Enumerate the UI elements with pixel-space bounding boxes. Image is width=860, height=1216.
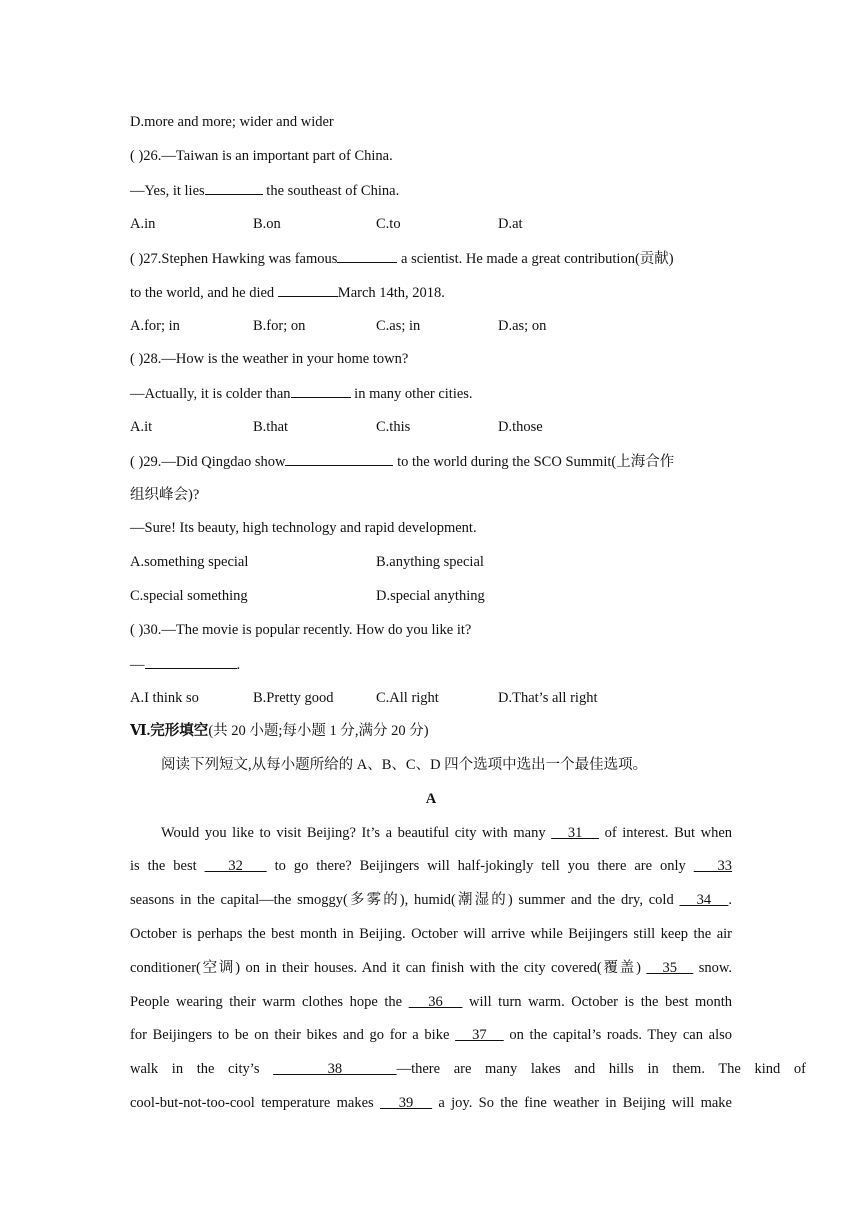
passage-text: conditioner(空调) on in their houses. And it can finish with the city covered(覆盖)	[130, 960, 641, 976]
passage-line-8	[130, 1059, 806, 1079]
blank-33[interactable]: 33	[693, 858, 733, 874]
passage-text: Would you like to visit Beijing? It’s a beautiful city with many	[161, 825, 546, 841]
passage-text: People wearing their warm clothes hope the	[130, 994, 403, 1010]
q30-stem: ( )30.—The movie is popular recently. How do you like it?	[130, 622, 472, 638]
passage-text: walk in the city’s	[130, 1061, 260, 1077]
passage-text: will turn warm. October is the best month	[469, 994, 733, 1010]
q27-stem	[130, 248, 674, 269]
q29-stem-start: ( )29.—Did Qingdao show	[130, 454, 286, 470]
q27-option-a[interactable]: A.for; in	[130, 318, 180, 334]
passage-line-9	[130, 1093, 732, 1113]
passage-line-2	[130, 856, 732, 876]
passage-label: A	[425, 791, 437, 807]
q29-option-b[interactable]: B.anything special	[376, 554, 484, 570]
passage-line-7	[130, 1025, 732, 1045]
passage-text: —there are many lakes and hills in them. The kind of	[396, 1061, 806, 1077]
section-title-note: (共 20 小题;每小题 1 分,满分 20 分)	[208, 723, 429, 739]
q30-option-a[interactable]: A.I think so	[130, 690, 199, 706]
q29-option-d[interactable]: D.special anything	[376, 588, 485, 604]
q28-option-d[interactable]: D.those	[498, 419, 543, 435]
q28-blank[interactable]	[291, 383, 351, 398]
q29-stem-end: to the world during the SCO Summit(上海合作	[393, 454, 675, 470]
passage-text: snow.	[698, 960, 733, 976]
q26-reply-end: the southeast of China.	[262, 183, 400, 199]
section-title: Ⅵ.完形填空	[130, 723, 209, 739]
q29-reply: —Sure! Its beauty, high technology and rapid development.	[130, 520, 477, 536]
blank-32[interactable]: 32	[204, 858, 267, 874]
q30-option-d[interactable]: D.That’s all right	[498, 690, 598, 706]
passage-text: seasons in the capital—the smoggy(多雾的), humid(潮湿的) summer and the dry, cold	[130, 892, 674, 908]
blank-37[interactable]: 37	[455, 1027, 504, 1043]
q29-option-c[interactable]: C.special something	[130, 588, 248, 604]
passage-text: a joy. So the fine weather in Beijing will make	[438, 1095, 732, 1111]
q28-option-c[interactable]: C.this	[376, 419, 411, 435]
q27-blank-1[interactable]	[337, 248, 397, 263]
q30-reply	[130, 654, 240, 675]
q27-line2-end: March 14th, 2018.	[337, 285, 445, 301]
q27-option-c[interactable]: C.as; in	[376, 318, 421, 334]
q28-reply-start: —Actually, it is colder than	[130, 386, 291, 402]
passage-text: is the best	[130, 858, 197, 874]
q26-option-a[interactable]: A.in	[130, 216, 156, 232]
passage-text: for Beijingers to be on their bikes and go for a bike	[130, 1027, 450, 1043]
blank-31[interactable]: 31	[551, 825, 600, 841]
q28-reply-end: in many other cities.	[350, 386, 473, 402]
q30-reply-end: .	[236, 657, 241, 673]
q27-option-d[interactable]: D.as; on	[498, 318, 547, 334]
q30-option-c[interactable]: C.All right	[376, 690, 439, 706]
q28-reply	[130, 383, 473, 404]
passage-text: on the capital’s roads. They can also	[509, 1027, 733, 1043]
blank-38[interactable]: 38	[273, 1061, 397, 1077]
q30-option-b[interactable]: B.Pretty good	[253, 690, 334, 706]
passage-line-6	[130, 992, 732, 1012]
passage-line-4: October is perhaps the best month in Beijing. October will arrive while Beijingers still keep the air	[130, 926, 732, 942]
section-heading	[130, 721, 429, 741]
passage-text: of interest. But when	[604, 825, 733, 841]
q26-blank[interactable]	[205, 180, 263, 195]
q29-stem-line2: 组织峰会)?	[130, 487, 200, 503]
passage-text: to go there? Beijingers will half-jokingly tell you there are only	[274, 858, 686, 874]
section-instruction: 阅读下列短文,从每小题所给的 A、B、C、D 四个选项中选出一个最佳选项。	[161, 757, 648, 773]
q25-option-d: D.more and more; wider and wider	[130, 114, 334, 130]
q27-blank-2[interactable]	[278, 282, 338, 297]
q26-reply	[130, 180, 399, 201]
q26-stem: ( )26.—Taiwan is an important part of China.	[130, 148, 393, 164]
q26-option-b[interactable]: B.on	[253, 216, 281, 232]
passage-text: cool-but-not-too-cool temperature makes	[130, 1095, 374, 1111]
q27-stem-start: ( )27.Stephen Hawking was famous	[130, 251, 338, 267]
blank-36[interactable]: 36	[408, 994, 463, 1010]
q29-blank[interactable]	[285, 451, 393, 466]
q28-option-b[interactable]: B.that	[253, 419, 289, 435]
q27-line2-start: to the world, and he died	[130, 285, 278, 301]
q30-blank[interactable]	[145, 654, 237, 669]
q29-option-a[interactable]: A.something special	[130, 554, 249, 570]
q29-stem	[130, 451, 674, 472]
passage-line-1	[161, 823, 732, 843]
blank-35[interactable]: 35	[646, 960, 694, 976]
q27-stem-end: a scientist. He made a great contribution(贡献)	[397, 251, 674, 267]
blank-34[interactable]: 34	[679, 892, 729, 908]
passage-line-5	[130, 958, 732, 978]
q27-option-b[interactable]: B.for; on	[253, 318, 306, 334]
blank-39[interactable]: 39	[379, 1095, 433, 1111]
q30-reply-start: —	[130, 657, 145, 673]
q27-stem-line2	[130, 282, 445, 303]
q26-option-d[interactable]: D.at	[498, 216, 523, 232]
q28-option-a[interactable]: A.it	[130, 419, 153, 435]
q28-stem: ( )28.—How is the weather in your home town?	[130, 351, 409, 367]
q26-reply-start: —Yes, it lies	[130, 183, 205, 199]
passage-text: .	[728, 892, 733, 908]
passage-line-3	[130, 890, 732, 910]
q26-option-c[interactable]: C.to	[376, 216, 401, 232]
